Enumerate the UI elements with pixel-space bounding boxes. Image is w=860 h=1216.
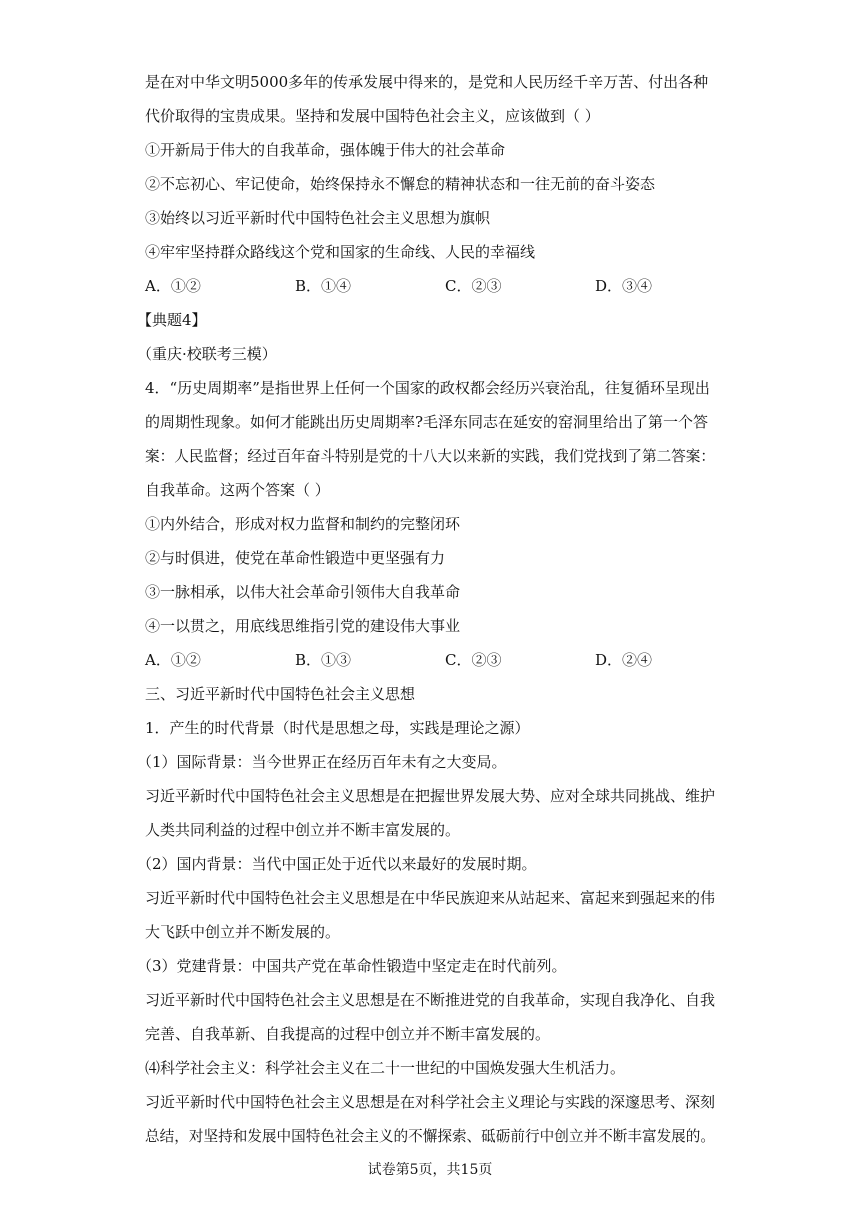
background-2-text-2: 大飞跃中创立并不断发展的。 [145, 923, 341, 941]
background-2-text-1: 习近平新时代中国特色社会主义思想是在中华民族迎来从站起来、富起来到强起来的伟 [145, 889, 716, 907]
example-source: （重庆·校联考三模） [137, 345, 277, 363]
section-heading: 三、习近平新时代中国特色社会主义思想 [145, 685, 416, 703]
q3-item-2: ②不忘初心、牢记使命，始终保持永不懈怠的精神状态和一往无前的奋斗姿态 [145, 175, 656, 193]
background-2-title: （2）国内背景：当代中国正处于近代以来最好的发展时期。 [137, 855, 537, 873]
q3-item-1: ①开新局于伟大的自我革命，强体魄于伟大的社会革命 [145, 141, 506, 159]
q4-stem-line-1: 4．“历史周期率”是指世界上任何一个国家的政权都会经历兴衰治乱，往复循环呈现出 [145, 379, 710, 397]
q3-item-3: ③始终以习近平新时代中国特色社会主义思想为旗帜 [145, 209, 491, 227]
q4-option-a: A．①② [145, 651, 201, 669]
q3-option-b: B．①④ [295, 277, 352, 295]
background-1-text-2: 人类共同利益的过程中创立并不断丰富发展的。 [145, 821, 461, 839]
q4-option-c: C．②③ [445, 651, 502, 669]
background-4-title: ⑷科学社会主义：科学社会主义在二十一世纪的中国焕发强大生机活力。 [145, 1059, 626, 1077]
background-4-text-2: 总结，对坚持和发展中国特色社会主义的不懈探索、砥砺前行中创立并不断丰富发展的。 [145, 1127, 716, 1145]
background-1-text-1: 习近平新时代中国特色社会主义思想是在把握世界发展大势、应对全球共同挑战、维护 [145, 787, 716, 805]
q4-item-2: ②与时俱进，使党在革命性锻造中更坚强有力 [145, 549, 446, 567]
q3-option-c: C．②③ [445, 277, 502, 295]
background-1-title: （1）国际背景：当今世界正在经历百年未有之大变局。 [137, 753, 507, 771]
q3-option-a: A．①② [145, 277, 201, 295]
page-footer: 试卷第5页，共15页 [367, 1162, 493, 1178]
example-label: 【典题4】 [137, 311, 207, 329]
q3-stem-line-1: 是在对中华文明5000多年的传承发展中得来的，是党和人民历经千辛万苦、付出各种 [145, 73, 709, 91]
q4-stem-line-2: 的周期性现象。如何才能跳出历史周期率?毛泽东同志在延安的窑洞里给出了第一个答 [145, 413, 709, 431]
q3-stem-line-2: 代价取得的宝贵成果。坚持和发展中国特色社会主义，应该做到（ ） [145, 107, 600, 125]
q4-item-3: ③一脉相承，以伟大社会革命引领伟大自我革命 [145, 583, 461, 601]
background-3-title: （3）党建背景：中国共产党在革命性锻造中坚定走在时代前列。 [137, 957, 567, 975]
q4-stem-line-4: 自我革命。这两个答案（ ） [145, 481, 330, 499]
q4-option-d: D．②④ [595, 651, 653, 669]
q4-stem-line-3: 案：人民监督；经过百年奋斗特别是党的十八大以来新的实践，我们党找到了第二答案： [145, 447, 716, 465]
q3-option-d: D．③④ [595, 277, 653, 295]
section-sub-heading: 1．产生的时代背景（时代是思想之母，实践是理论之源） [145, 719, 530, 737]
background-3-text-2: 完善、自我革新、自我提高的过程中创立并不断丰富发展的。 [145, 1025, 551, 1043]
q4-item-1: ①内外结合，形成对权力监督和制约的完整闭环 [145, 515, 461, 533]
q3-item-4: ④牢牢坚持群众路线这个党和国家的生命线、人民的幸福线 [145, 243, 536, 261]
q4-option-b: B．①③ [295, 651, 352, 669]
q4-item-4: ④一以贯之，用底线思维指引党的建设伟大事业 [145, 617, 461, 635]
background-4-text-1: 习近平新时代中国特色社会主义思想是在对科学社会主义理论与实践的深邃思考、深刻 [145, 1093, 716, 1111]
background-3-text-1: 习近平新时代中国特色社会主义思想是在不断推进党的自我革命，实现自我净化、自我 [145, 991, 716, 1009]
